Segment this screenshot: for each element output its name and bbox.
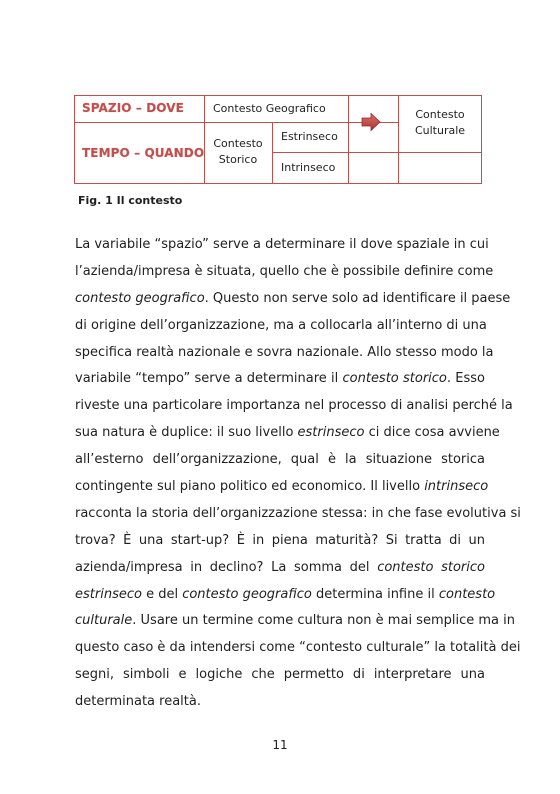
contesto-geografico-label: Contesto Geografico [213,102,326,115]
text-run: sua natura è duplice: il suo livello [75,425,298,441]
figure-divider [74,122,398,123]
text-run: racconta la storia dell’organizzazione stessa: in che fase evolutiva si [75,505,521,521]
right-arrow-icon [361,113,381,131]
italic-term: culturale [75,613,133,629]
text-run: questo caso è da intendersi come “contesto culturale” la totalità dei [75,640,521,656]
contesto-storico-label [204,136,272,168]
figure-divider [272,122,273,184]
paragraph-line [75,662,485,689]
italic-term: estrinseco [297,425,365,441]
paragraph-line [75,501,521,528]
paragraph-line [75,528,485,555]
paragraph-line [75,286,511,313]
tempo-quando-label: TEMPO – QUANDO [82,146,205,160]
text-run: l’azienda/impresa è situata, quello che è possibile definire come [75,263,494,279]
text-run: riveste una particolare importanza nel processo di analisi perché la [75,398,513,414]
text-run: determinata realtà. [75,694,201,710]
text-run: di origine dell’organizzazione, ma a collocarla all’interno di una [75,317,487,333]
italic-term: contesto storico [377,559,485,575]
italic-term: contesto geografico [75,290,205,306]
contesto-culturale-line2: Culturale [414,123,466,137]
context-figure-table [74,95,482,184]
spazio-dove-label: SPAZIO – DOVE [82,101,184,115]
italic-term: intrinseco [424,479,489,495]
text-run: . Usare un termine come cultura non è mai semplice ma in [132,613,515,629]
paragraph-line [75,340,494,367]
contesto-storico-line2: Storico [218,152,258,166]
paragraph-line [75,259,494,286]
text-run: all’esterno dell’organizzazione, qual è la situazione storica [75,452,485,468]
italic-term: contesto storico [342,371,447,387]
text-run: La variabile “spazio” serve a determinare il dove spaziale in cui [75,237,489,252]
italic-term: estrinseco [75,586,142,602]
paragraph-line [75,393,513,420]
paragraph-line [75,555,485,582]
paragraph-line [75,608,515,635]
paragraph-line [75,474,489,501]
figure-divider [348,95,349,184]
text-run: e del [141,586,183,602]
paragraph-line [75,420,500,447]
contesto-culturale-label [398,107,482,139]
text-run: specifica realtà nazionale e sovra nazionale. Allo stesso modo la [75,344,494,360]
contesto-culturale-line1: Contesto [415,108,465,121]
text-run: trova? È una start-up? È in piena maturità? Si tratta di un [75,532,485,548]
text-run: determina infine il [311,586,439,602]
estrinseco-label: Estrinseco [281,130,338,143]
contesto-storico-line1: Contesto [213,137,263,150]
italic-term: contesto [438,586,496,602]
text-run: segni, simboli e logiche che permetto di interpretare una [75,667,485,683]
figure-divider [348,152,482,153]
paragraph-line [75,635,521,662]
figure-caption: Fig. 1 Il contesto [78,194,183,207]
body-paragraph [75,232,521,716]
text-run: . Questo non serve solo ad identificare il paese [204,290,511,306]
paragraph-line [75,366,485,393]
text-run: contingente sul piano politico ed economico. Il livello [75,479,425,495]
paragraph-line [75,232,489,259]
paragraph-line [75,689,485,716]
paragraph-line [75,582,496,609]
page-number: 11 [272,738,288,752]
intrinseco-label: Intrinseco [281,161,336,174]
text-run: ci dice cosa avviene [364,425,500,441]
text-run: azienda/impresa in declino? La somma del [75,559,378,575]
text-run: variabile “tempo” serve a determinare il [75,371,343,387]
italic-term: contesto geografico [182,586,312,602]
paragraph-line [75,447,485,474]
text-run: . Esso [446,371,485,387]
paragraph-line [75,313,485,340]
